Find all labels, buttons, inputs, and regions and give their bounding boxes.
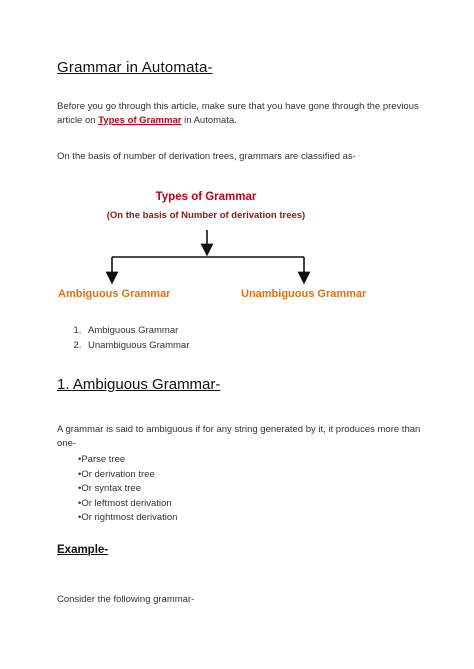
- types-of-grammar-link[interactable]: Types of Grammar: [98, 114, 182, 126]
- basis-paragraph: On the basis of number of derivation trees, grammars are classified as-: [57, 151, 356, 162]
- types-list: [66, 323, 189, 353]
- example-heading: Example-: [57, 544, 109, 556]
- list-item: • Or rightmost derivation: [78, 511, 177, 526]
- list-item: • Or leftmost derivation: [78, 497, 177, 512]
- list-item: • Parse tree: [78, 453, 177, 468]
- example-text: Consider the following grammar-: [57, 594, 195, 605]
- intro-text-after: in Automata.: [181, 114, 237, 126]
- ambiguous-definition: A grammar is said to ambiguous if for any string generated by it, it produces more than one-: [57, 424, 421, 449]
- page-title: Grammar in Automata-: [57, 59, 213, 76]
- diagram-unambiguous-label: Unambiguous Grammar: [241, 288, 367, 300]
- section-heading: 1. Ambiguous Grammar-: [57, 376, 221, 393]
- ambiguous-items-list: [78, 453, 177, 526]
- list-item: 1. Ambiguous Grammar: [84, 323, 189, 338]
- list-item: • Or derivation tree: [78, 468, 177, 483]
- diagram-subtitle: (On the basis of Number of derivation trees): [106, 210, 306, 221]
- list-item: 2. Unambiguous Grammar: [84, 338, 189, 353]
- intro-text-before: Before you go through this article, make sure that you have gone through the previous article on: [57, 101, 419, 126]
- diagram-ambiguous-label: Ambiguous Grammar: [58, 288, 171, 300]
- diagram-title: Types of Grammar: [155, 191, 257, 203]
- list-item: • Or syntax tree: [78, 482, 177, 497]
